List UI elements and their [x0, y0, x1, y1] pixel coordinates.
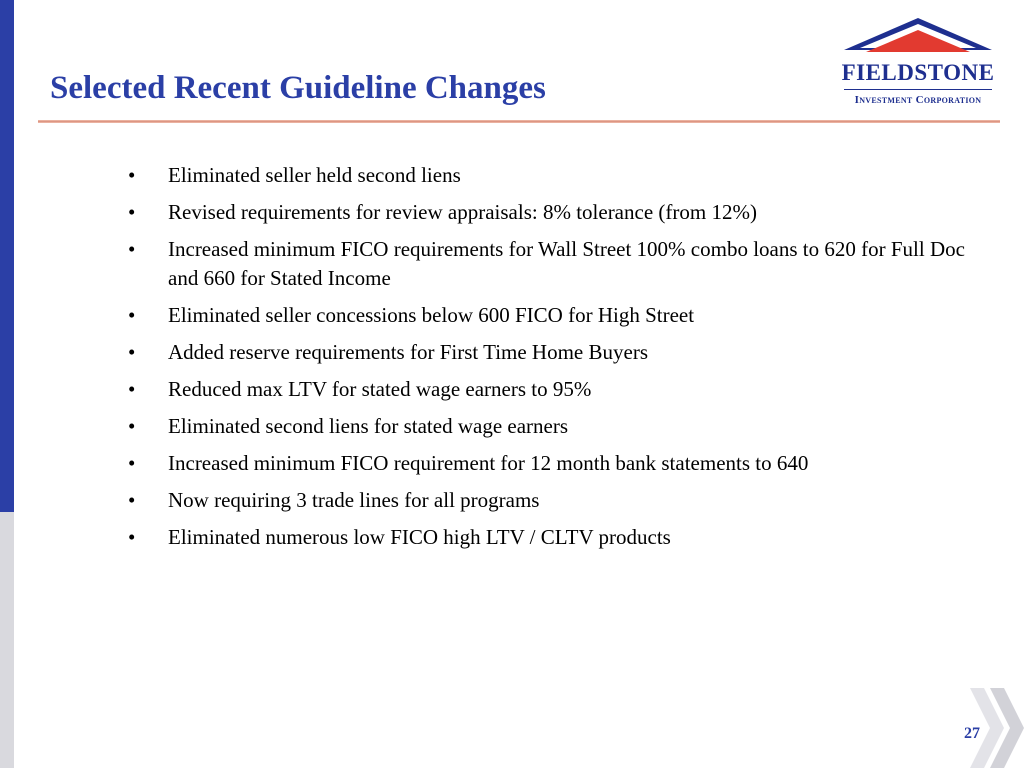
bullet-item: [128, 375, 978, 404]
bullet-marker: •: [128, 451, 136, 475]
bullet-item: [128, 161, 978, 190]
bullet-text: Eliminated numerous low FICO high LTV / CLTV products: [168, 525, 671, 549]
bullet-item: [128, 338, 978, 367]
bullet-marker: •: [128, 237, 136, 261]
house-roof-icon: [836, 14, 1000, 62]
bullet-item: [128, 486, 978, 515]
page-number: 27: [964, 725, 980, 742]
bullet-item: [128, 301, 978, 330]
logo-divider: [844, 89, 992, 90]
bullet-text: Increased minimum FICO requirements for Wall Street 100% combo loans to 620 for Full Doc and 660 for Stated Income: [168, 237, 965, 290]
bullet-text: Reduced max LTV for stated wage earners to 95%: [168, 377, 592, 401]
bullet-marker: •: [128, 525, 136, 549]
bullet-marker: •: [128, 163, 136, 187]
slide-title: Selected Recent Guideline Changes: [50, 70, 546, 106]
bullet-item: [128, 523, 978, 552]
bullet-marker: •: [128, 340, 136, 364]
bullet-text: Added reserve requirements for First Time Home Buyers: [168, 340, 648, 364]
bullet-text: Eliminated seller held second liens: [168, 163, 461, 187]
bullet-marker: •: [128, 488, 136, 512]
bullet-list: [128, 161, 978, 560]
bullet-marker: •: [128, 303, 136, 327]
bullet-marker: •: [128, 414, 136, 438]
bullet-marker: •: [128, 200, 136, 224]
bullet-item: [128, 198, 978, 227]
bullet-marker: •: [128, 377, 136, 401]
title-divider: [38, 120, 1000, 123]
bullet-text: Eliminated seller concessions below 600 FICO for High Street: [168, 303, 695, 327]
left-accent-bar: [0, 0, 14, 512]
bullet-item: [128, 412, 978, 441]
bullet-text: Increased minimum FICO requirement for 12 month bank statements to 640: [168, 451, 809, 475]
bullet-text: Eliminated second liens for stated wage earners: [168, 414, 569, 438]
bullet-text: Now requiring 3 trade lines for all programs: [168, 488, 540, 512]
bullet-item: [128, 235, 978, 293]
logo-name: FIELDSTONE: [841, 60, 995, 85]
left-accent-bar-lower: [0, 512, 14, 768]
company-logo: [836, 14, 1000, 110]
logo-subtitle: Investment Corporation: [854, 94, 982, 106]
bullet-item: [128, 449, 978, 478]
bullet-text: Revised requirements for review appraisals: 8% tolerance (from 12%): [168, 200, 757, 224]
